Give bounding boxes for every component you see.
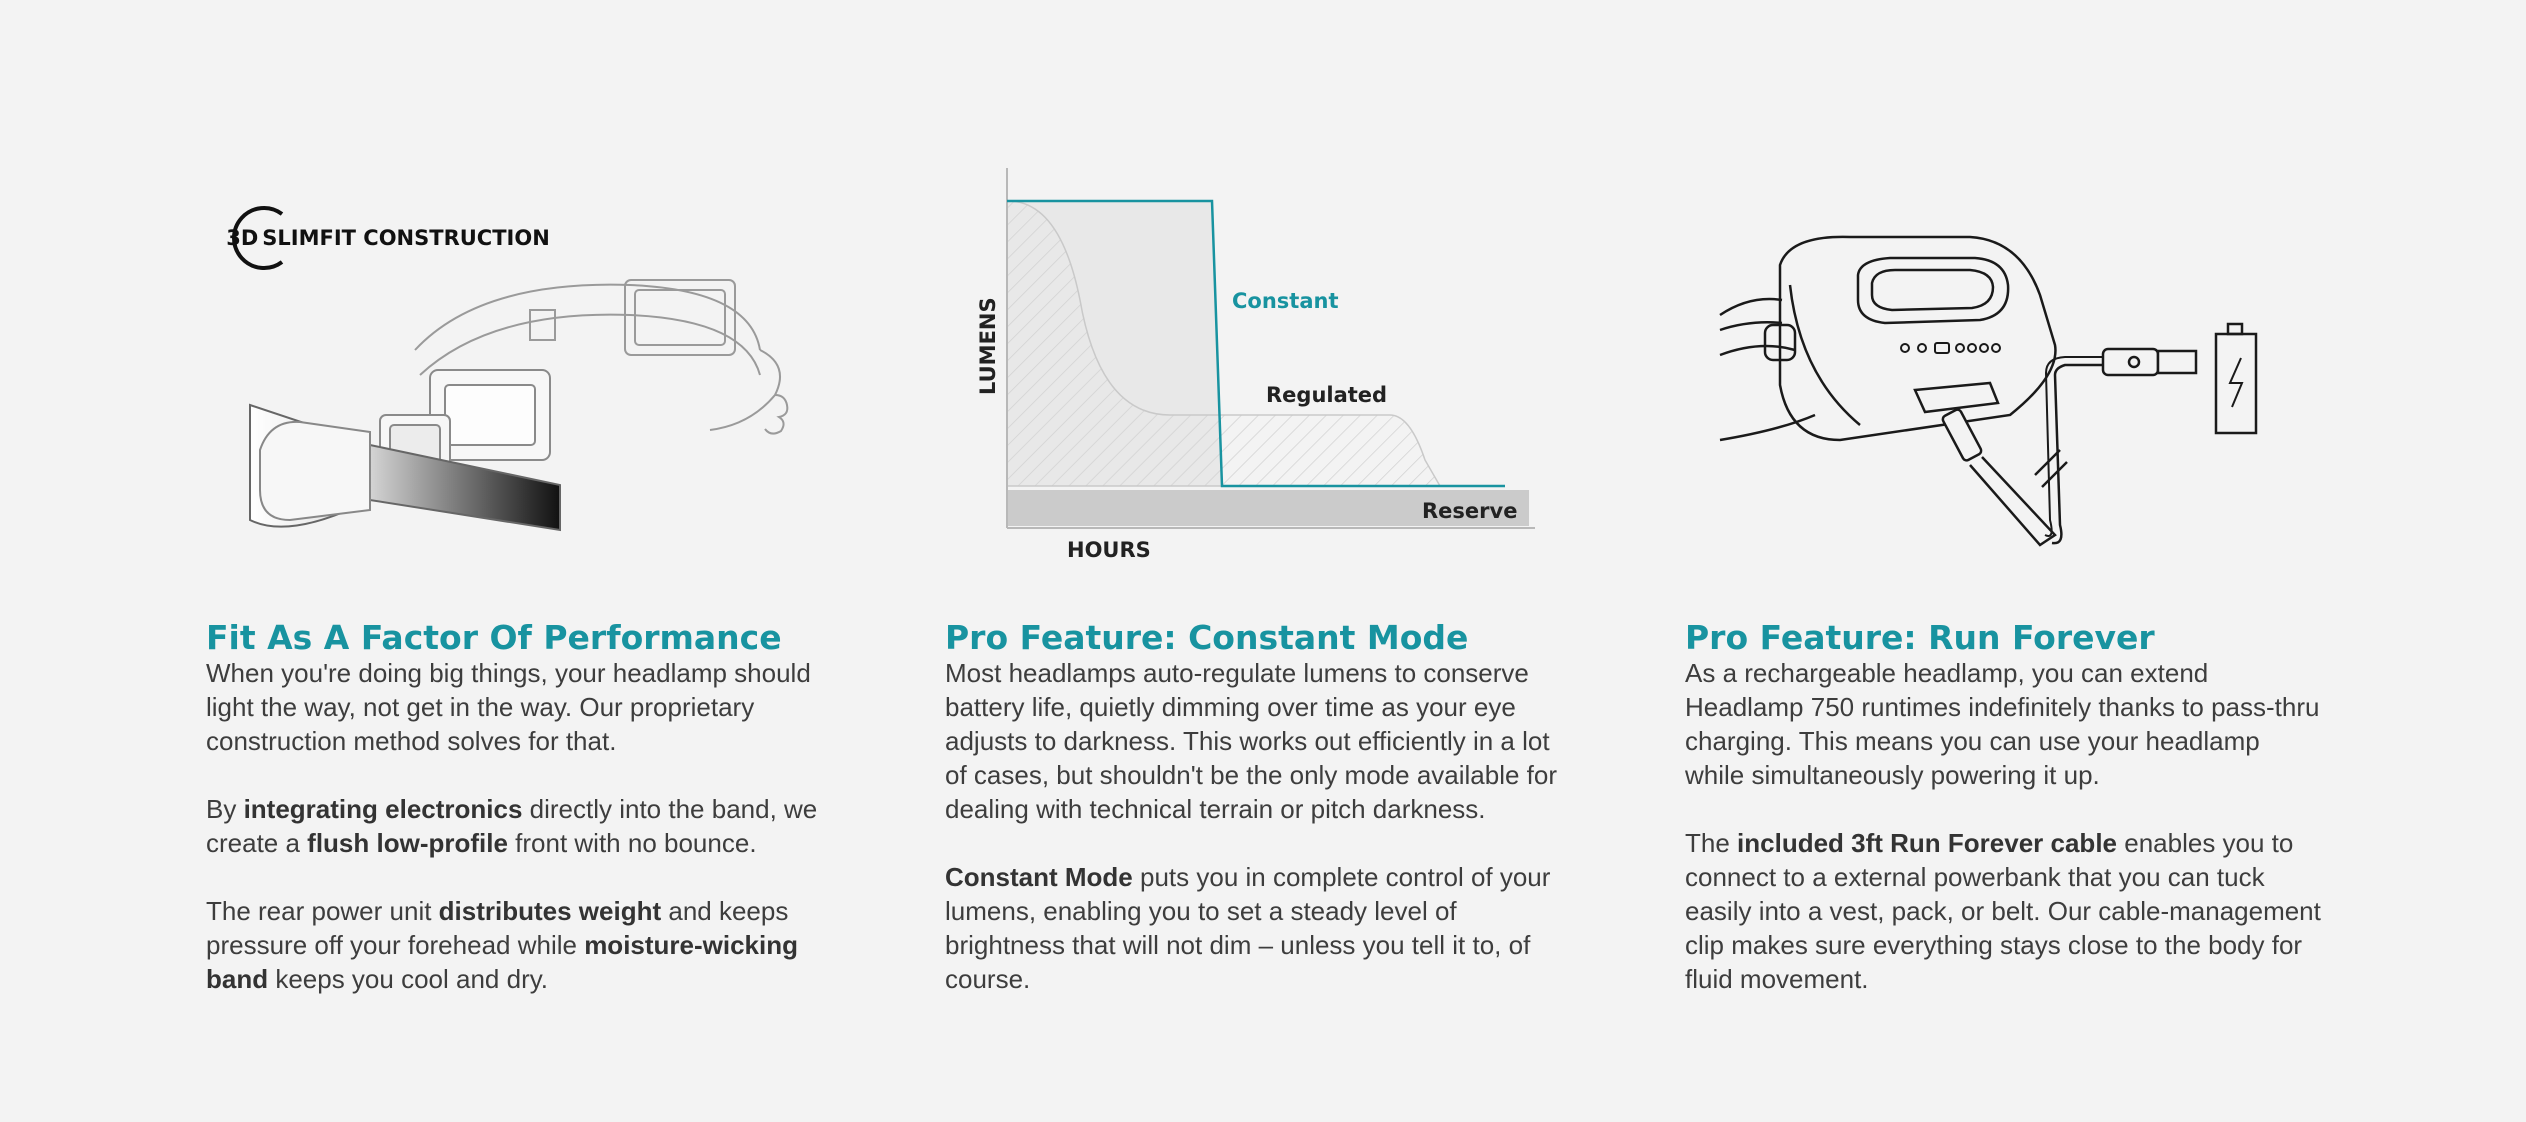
body-text: keeps you cool and dry. — [268, 964, 549, 994]
body-text: When you're doing big things, your headlamp should light the way, not get in the way. Our proprietary construction method solves for that. — [206, 658, 811, 756]
charging-cable — [2052, 365, 2105, 543]
body-text: directly into the band, we create a — [206, 794, 818, 858]
fit-paragraph — [206, 656, 836, 758]
run-forever-body — [1685, 656, 2325, 996]
body-text: Most headlamps auto-regulate lumens to conserve battery life, quietly dimming over time as your eye adjusts to darkness. This works out efficiently in a lot of cases, but shouldn't be the only mode available for dealing with technical terrain or pitch darkness. — [945, 658, 1558, 824]
run-forever-paragraph — [1685, 656, 2325, 792]
emphasis-text: integrating electronics — [243, 794, 523, 824]
body-text: The rear power unit — [206, 896, 439, 926]
fit-paragraph — [206, 894, 836, 996]
fit-body — [206, 656, 836, 996]
body-text: front with no bounce. — [507, 828, 757, 858]
body-text: By — [206, 794, 244, 824]
fit-title: Fit As A Factor Of Performance — [206, 618, 782, 657]
constant-mode-body — [945, 656, 1575, 996]
run-forever-title: Pro Feature: Run Forever — [1685, 618, 2155, 657]
headband-strap — [1720, 299, 1782, 315]
body-text: puts you in complete control of your lumens, enabling you to set a steady level of brightness that will not dim – unless you tell it to, of course. — [945, 862, 1551, 994]
usb-a-plug — [2103, 349, 2196, 375]
battery-bolt-icon — [2216, 324, 2256, 433]
constant-mode-title: Pro Feature: Constant Mode — [945, 618, 1469, 657]
slimfit-headlamp-illustration — [226, 190, 820, 580]
constant-label: Constant — [1232, 289, 1339, 313]
power-indicator — [1901, 343, 2000, 353]
x-axis-label: HOURS — [1067, 538, 1151, 562]
emphasis-text: distributes weight — [438, 896, 662, 926]
y-axis-label: LUMENS — [976, 297, 1000, 395]
body-text: As a rechargeable headlamp, you can extend Headlamp 750 runtimes indefinitely thanks to pass-thru charging. This means you can use your headlamp while simultaneously powering it up. — [1685, 658, 2320, 790]
lumens-chart-illustration — [970, 160, 1550, 570]
emphasis-text: Constant Mode — [945, 862, 1133, 892]
emphasis-text: moisture-wicking band — [206, 930, 799, 994]
slimfit-badge — [226, 208, 550, 268]
pass-thru-charging-illustration — [1720, 225, 2280, 560]
emphasis-text: flush low-profile — [307, 828, 508, 858]
body-text: The — [1685, 828, 1738, 858]
lens-window — [1858, 258, 2008, 323]
constant-mode-paragraph — [945, 656, 1575, 826]
reserve-label: Reserve — [1422, 499, 1518, 523]
fit-paragraph — [206, 792, 836, 860]
body-text: and keeps pressure off your forehead while — [206, 896, 789, 960]
usb-connector — [1915, 383, 2055, 545]
headlamp-body — [1780, 237, 2055, 440]
regulated-label: Regulated — [1266, 383, 1388, 407]
slimfit-badge-text: 3D SLIMFIT CONSTRUCTION — [226, 226, 550, 250]
constant-mode-paragraph — [945, 860, 1575, 996]
run-forever-paragraph — [1685, 826, 2325, 996]
emphasis-text: included 3ft Run Forever cable — [1737, 828, 2118, 858]
body-text: enables you to connect to a external powerbank that you can tuck easily into a vest, pack, or belt. Our cable-management clip makes sure everything stays close to the body for fluid movement. — [1685, 828, 2321, 994]
